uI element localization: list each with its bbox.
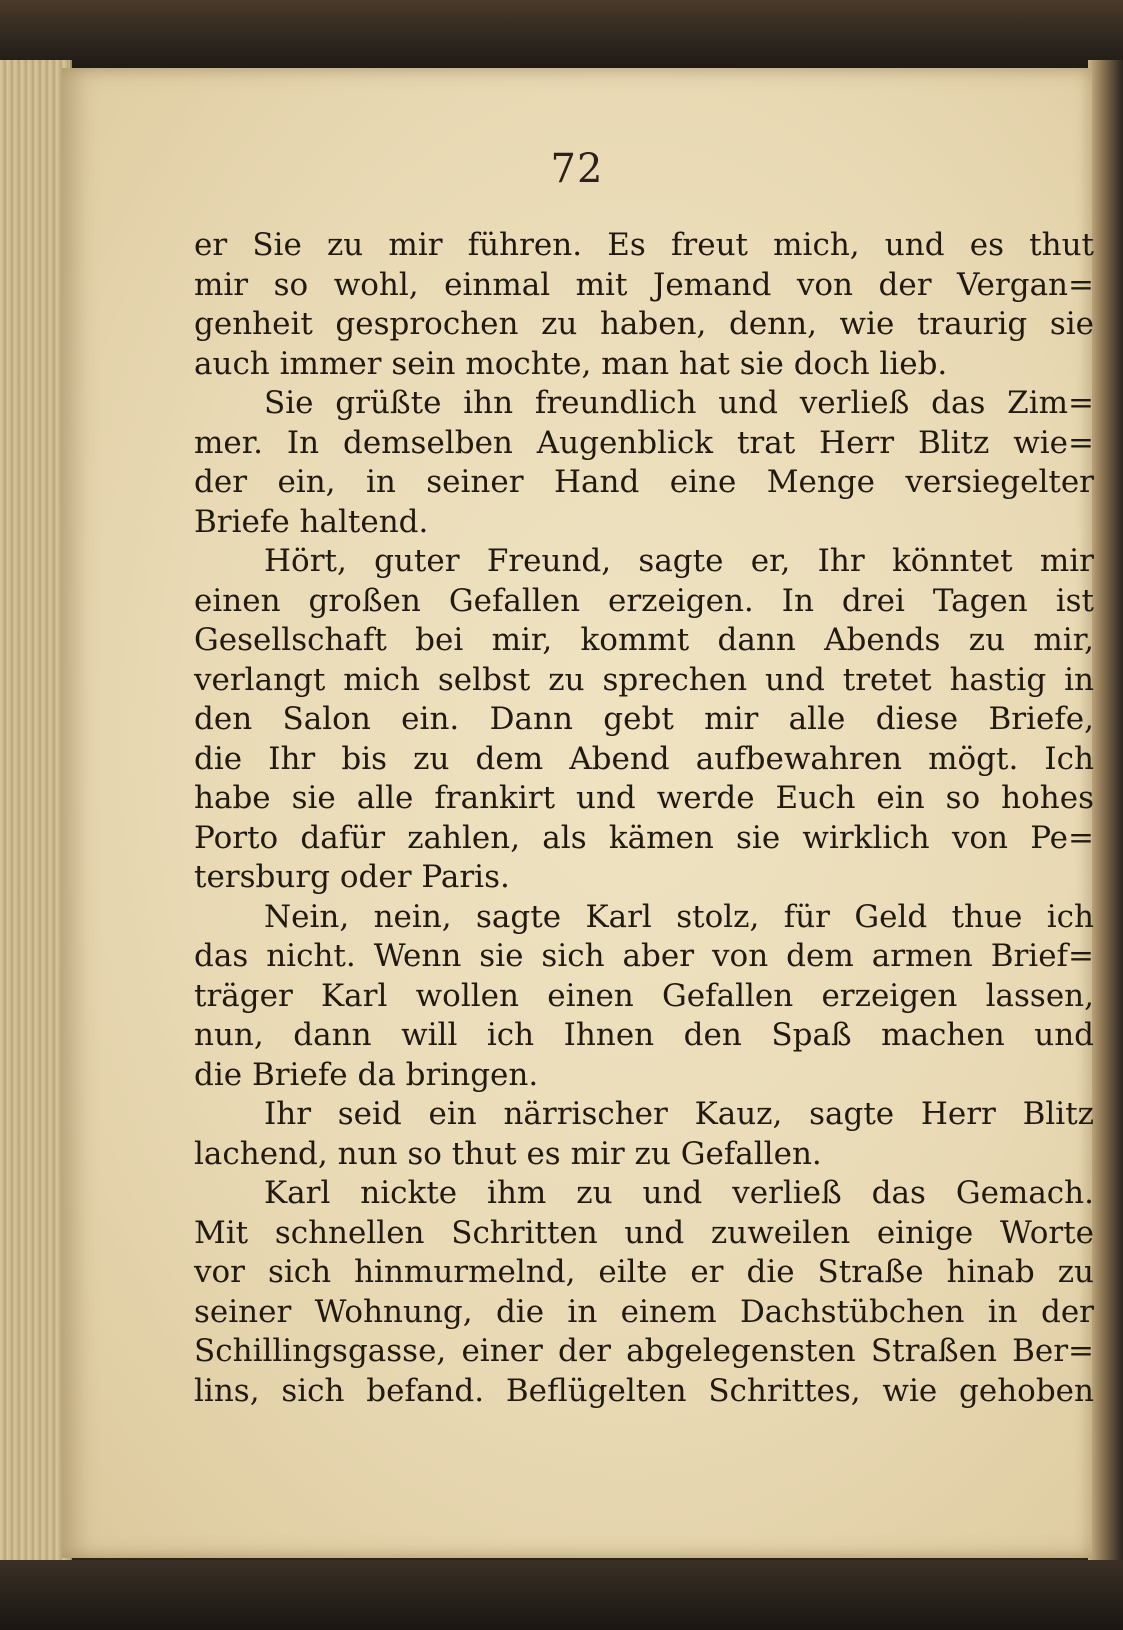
text-line: genheit gesprochen zu haben, denn, wie traurig sie	[194, 306, 1094, 342]
text-line: Schillingsgasse, einer der abgelegensten Straßen Ber=	[194, 1333, 1094, 1369]
text-line: lins, sich befand. Beflügelten Schrittes, wie gehoben	[194, 1372, 1094, 1409]
page-number: 72	[550, 146, 604, 192]
text-line: den Salon ein. Dann gebt mir alle diese Briefe,	[194, 701, 1094, 737]
text-line: die Ihr bis zu dem Abend aufbewahren mögt. Ich	[194, 740, 1094, 777]
text-line: lachend, nun so thut es mir zu Gefallen.	[194, 1135, 822, 1172]
text-line: Karl nickte ihm zu und verließ das Gemach.	[264, 1175, 1094, 1211]
text-line: vor sich hinmurmelnd, eilte er die Straße hinab zu	[194, 1254, 1094, 1290]
text-line: einen großen Gefallen erzeigen. In drei Tagen ist	[194, 582, 1094, 619]
text-line: auch immer sein mochte, man hat sie doch lieb.	[194, 345, 948, 382]
book-cover-bottom	[0, 1560, 1123, 1630]
text-line: die Briefe da bringen.	[194, 1056, 539, 1093]
text-line: der ein, in seiner Hand eine Menge versiegelter	[194, 464, 1094, 500]
text-line: träger Karl wollen einen Gefallen erzeigen lassen,	[194, 977, 1094, 1014]
text-line: Mit schnellen Schritten und zuweilen einige Worte	[194, 1214, 1094, 1251]
text-line: Sie grüßte ihn freundlich und verließ das Zim=	[264, 385, 1094, 421]
text-line: tersburg oder Paris.	[194, 859, 510, 895]
text-line: das nicht. Wenn sie sich aber von dem armen Brief=	[194, 938, 1094, 974]
text-line: mir so wohl, einmal mit Jemand von der Vergan=	[194, 266, 1094, 303]
text-line: Ihr seid ein närrischer Kauz, sagte Herr Blitz	[264, 1096, 1094, 1132]
text-line: er Sie zu mir führen. Es freut mich, und es thut	[194, 227, 1094, 263]
text-line: verlangt mich selbst zu sprechen und tretet hastig in	[194, 661, 1094, 698]
text-line: seiner Wohnung, die in einem Dachstübchen in der	[194, 1293, 1094, 1330]
book-cover-top	[0, 0, 1123, 70]
book-page	[62, 68, 1092, 1558]
text-line: mer. In demselben Augenblick trat Herr Blitz wie=	[194, 424, 1094, 461]
text-line: Porto dafür zahlen, als kämen sie wirklich von Pe=	[194, 819, 1094, 856]
text-line: Hört, guter Freund, sagte er, Ihr könntet mir	[264, 543, 1094, 579]
page-text	[194, 226, 1094, 1411]
text-line: Nein, nein, sagte Karl stolz, für Geld thue ich	[264, 898, 1094, 935]
text-line: nun, dann will ich Ihnen den Spaß machen und	[194, 1017, 1094, 1053]
text-line: habe sie alle frankirt und werde Euch ein so hohes	[194, 780, 1094, 816]
text-line: Gesellschaft bei mir, kommt dann Abends zu mir,	[194, 622, 1094, 658]
text-line: Briefe haltend.	[194, 503, 429, 540]
